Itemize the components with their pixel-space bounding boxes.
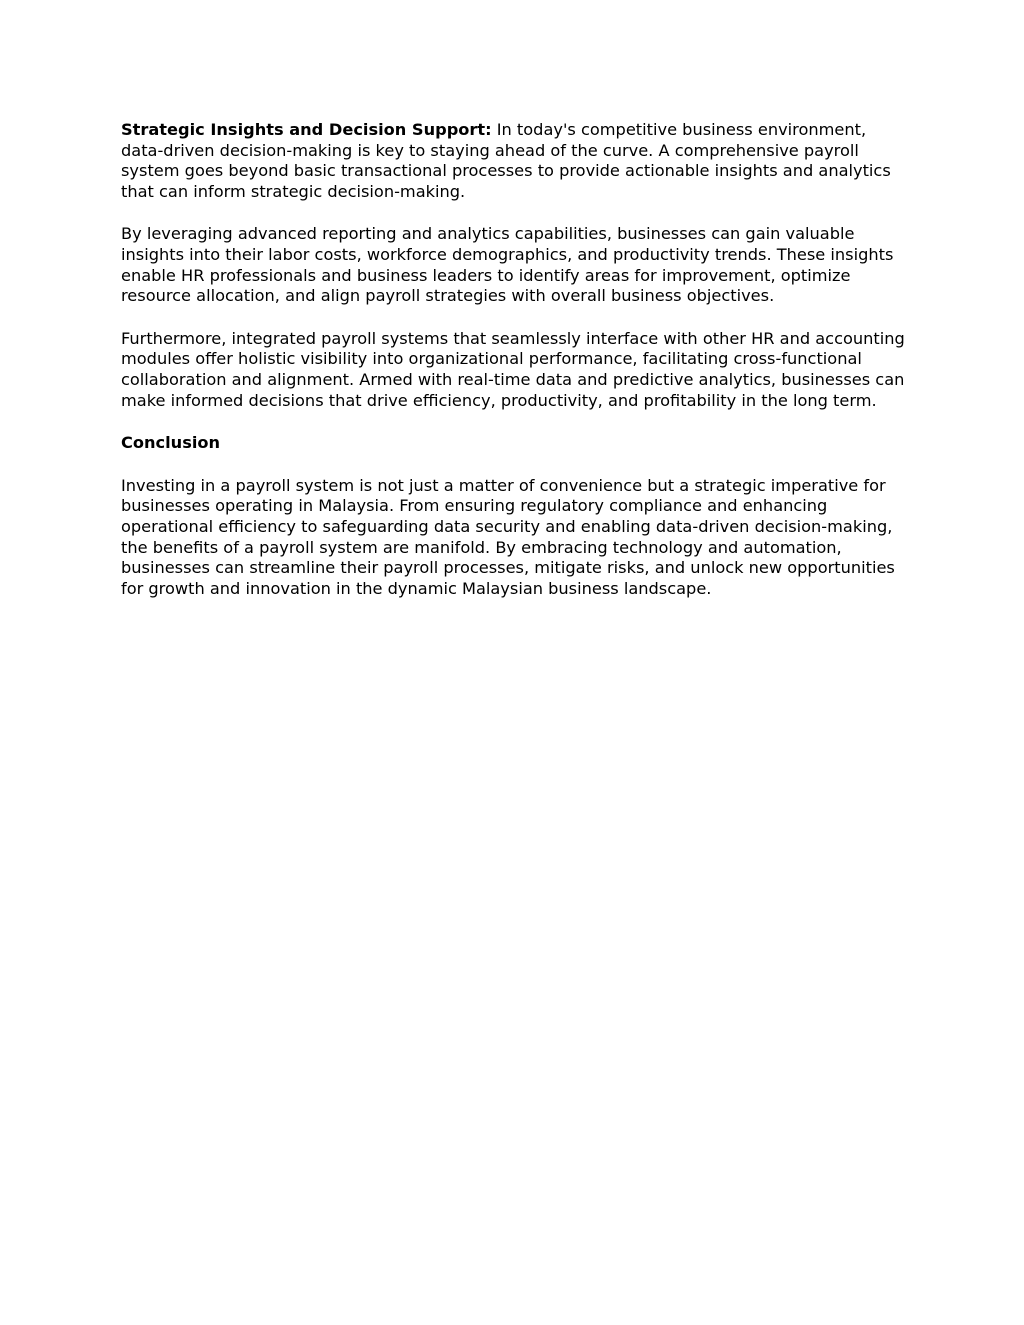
- section-strategic-insights: [121, 120, 911, 202]
- paragraph-integrated-systems: Furthermore, integrated payroll systems that seamlessly interface with other HR and accounting modules offer holistic visibility into organizational performance, facilitating cross-functional collaboration and alignment. Armed with real-time data and predictive analytics, businesses can make informed decisions that drive efficiency, productivity, and profitability in the long term.: [121, 328, 905, 410]
- document-page: [121, 120, 911, 621]
- section-body-text: In today's competitive business environment, data-driven decision-making is key to staying ahead of the curve. A comprehensive payroll system goes beyond basic transactional processes to provide actionable insights and analytics that can inform strategic decision-making.: [121, 120, 891, 201]
- conclusion-paragraph: Investing in a payroll system is not just a matter of convenience but a strategic imperative for businesses operating in Malaysia. From ensuring regulatory compliance and enhancing operational efficiency to safeguarding data security and enabling data-driven decision-making, the benefits of a payroll system are manifold. By embracing technology and automation, businesses can streamline their payroll processes, mitigate risks, and unlock new opportunities for growth and innovation in the dynamic Malaysian business landscape.: [121, 475, 895, 598]
- section-lead-title: Strategic Insights and Decision Support:: [121, 120, 492, 139]
- paragraph-reporting-analytics: By leveraging advanced reporting and analytics capabilities, businesses can gain valuable insights into their labor costs, workforce demographics, and productivity trends. These insights enable HR professionals and business leaders to identify areas for improvement, optimize resource allocation, and align payroll strategies with overall business objectives.: [121, 224, 894, 306]
- conclusion-heading: Conclusion: [121, 433, 221, 453]
